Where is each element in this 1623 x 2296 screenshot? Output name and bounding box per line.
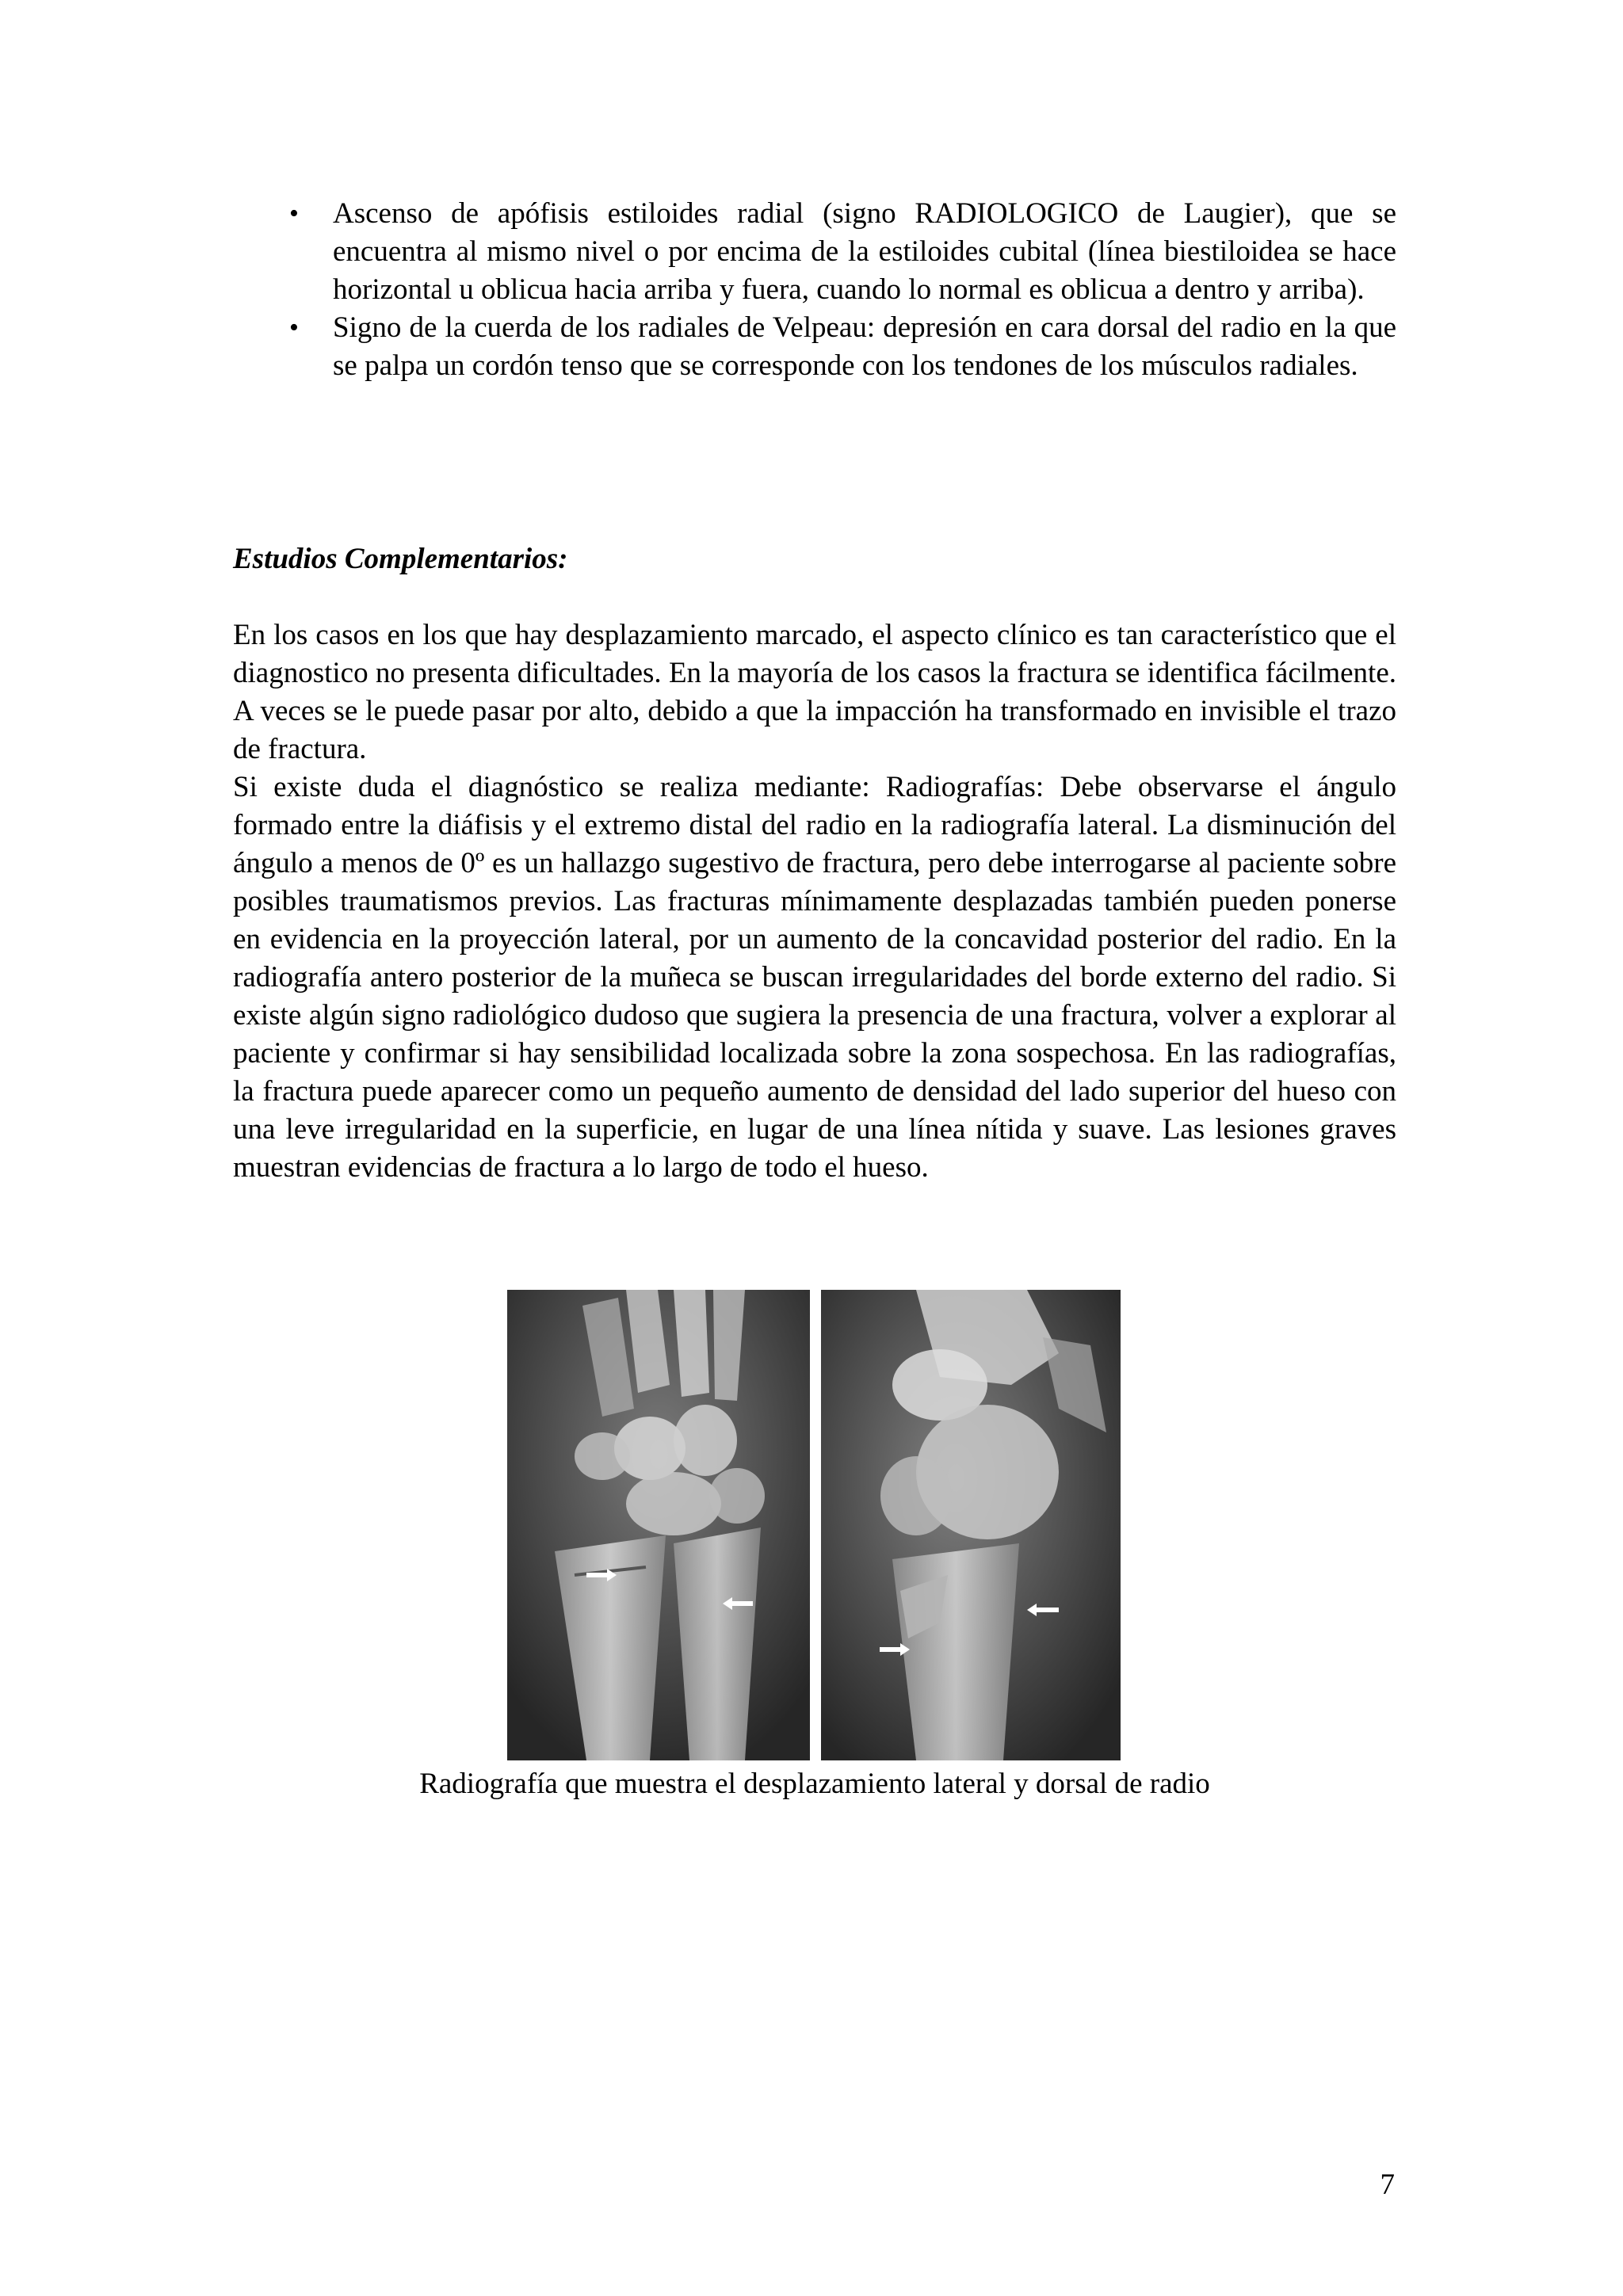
figure-caption: Radiografía que muestra el desplazamiento lateral y dorsal de radio	[419, 1768, 1210, 1800]
radiograph-lateral-image	[821, 1290, 1121, 1760]
bullet-list	[285, 195, 1396, 385]
bullet-item	[289, 309, 1396, 385]
radiograph-ap-image	[507, 1290, 810, 1760]
page-number: 7	[1380, 2168, 1395, 2201]
bullet-text: Ascenso de apófisis estiloides radial (signo RADIOLOGICO de Laugier), que se encuentra al mismo nivel o por encima de la estiloides cubital (línea biestiloidea se hace horizontal u oblicua hacia arriba y fuera, cuando lo normal es oblicua a dentro y arriba).	[333, 197, 1396, 306]
radiograph-figure	[507, 1290, 1121, 1760]
bullet-item	[289, 195, 1396, 309]
section-heading: Estudios Complementarios:	[233, 543, 568, 575]
paragraph: Si existe duda el diagnóstico se realiza mediante: Radiografías: Debe observarse el ángulo formado entre la diáfisis y el extremo distal del radio en la radiografía lateral. La disminución del ángulo a menos de 0º es un hallazgo sugestivo de fractura, pero debe interrogarse al paciente sobre posibles traumatismos previos. Las fracturas mínimamente desplazadas también pueden ponerse en evidencia en la proyección lateral, por un aumento de la concavidad posterior del radio. En la radiografía antero posterior de la muñeca se buscan irregularidades del borde externo del radio. Si existe algún signo radiológico dudoso que sugiera la presencia de una fractura, volver a explorar al paciente y confirmar si hay sensibilidad localizada sobre la zona sospechosa. En las radiografías, la fractura puede aparecer como un pequeño aumento de densidad del lado superior del hueso con una leve irregularidad en la superficie, en lugar de una línea nítida y suave. Las lesiones graves muestran evidencias de fractura a lo largo de todo el hueso.	[233, 771, 1396, 1184]
bullet-marker: •	[289, 199, 299, 228]
paragraph: En los casos en los que hay desplazamiento marcado, el aspecto clínico es tan característico que el diagnostico no presenta dificultades. En la mayoría de los casos la fractura se identifica fácilmente. A veces se le puede pasar por alto, debido a que la impacción ha transformado en invisible el trazo de fractura.	[233, 619, 1396, 765]
bullet-marker: •	[289, 313, 299, 342]
bullet-text: Signo de la cuerda de los radiales de Velpeau: depresión en cara dorsal del radio en la que se palpa un cordón tenso que se corresponde con los tendones de los músculos radiales.	[333, 311, 1396, 382]
body-text	[233, 616, 1396, 1187]
